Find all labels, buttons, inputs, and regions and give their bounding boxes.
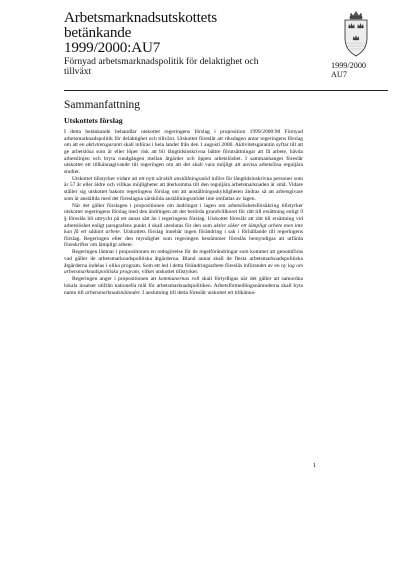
paragraph: I detta betänkande behandlar utskottet regeringens förslag i proposition 1999/2000:98 Förnyad arbetsmarknadspolitik för delaktighet och tillväxt. Utskottet föreslår att riksdagen antar regeringens förslag om att en aktivitetsgaranti skall införas i hela landet från den 1 augusti 2000. Aktivitetsgarantin syftar till att ge arbetslösa som är eller löper risk att bli långtidsinskrivna bättre förutsättningar att få arbete, hävda arbetslinjen och bryta rundgången mellan åtgärder och öppen arbetslöshet. I sammanhanget föreslår utskottet ett tillkännagivande till regeringen om att det skall vara möjligt att anvisa arbetslösa reguljära studier. [64,129,303,175]
three-crowns-crest-icon [341,10,371,58]
section-subheading: Utskottets förslag [64,116,123,125]
paragraph: När det gäller förslagen i propositionen om ändringar i lagen om arbetslöshetsförsäkring tillstyrker utskottet regeringens förslag med den ändringen att det berörda grundvillkoret för rätt till ersättning enligt 9 § föreslås bli uttryckt på ett annat sätt än i regeringens förslag. Utskottet föreslår att rätt till ersättning vid arbetslöshet enligt paragrafens punkt 4 skall uteslutas för den som aktivt söker ett lämpligt arbete men inte kan få ett sådant arbete. Utskottets förslag innebär ingen förändring i sak i förhållande till regeringens förslag. Regeringen eller den myndighet som regeringen bestämmer föreslås bemyndigas att utfärda föreskrifter om lämpligt arbete. [64,202,304,249]
section-title: Sammanfattning [64,99,141,111]
header-divider [64,90,388,91]
paragraph: Utskottet tillstyrker vidare att ett nytt särskilt anställningsstöd införs för långtidsinskrivna personer som är 57 år eller äldre och villkas möjligheter att återkomma till den reguljära arbetsmarknaden är små. Vidare ställer sig utskottet bakom regeringens förslag om att anställningsskyldigheten ändras så att arbetsgivare som är anställda med det föreslagna särskilda anställningsstödet inte omfattas av lagen. [64,175,304,202]
title-line-1: Arbetsmarknadsutskottets betänkande [64,9,217,41]
report-identifier [331,61,366,79]
page-number: 1 [313,462,317,469]
paragraph: Regeringen anger i propositionen att kommunernas roll skall förtydligas när det gäller att samordna lokala insatser utifrån nationella mål för arbetsmarknadspolitiken. Arbetsförmedlingsnämnderna skall byta namn till arbetsmarknadsnämnder. I anslutning till detta föreslår utskottet ett tillkänna- [64,276,303,296]
paragraph: Regeringen lämnar i propositionen en redogörelse för de regelförändringar som kommer att genomföras vad gäller de arbetsmarknadspolitiska åtgärderna. Bland annat skall de flesta arbetsmarknadspolitiska åtgärderna indelas i olika program. Som ett led i detta förändringsarbete föreslås införandet av en ny lag om arbetsmarknadspolitiska program, vilket utskottet tillstyrker. [64,249,303,276]
report-year: 1999/2000 [331,61,367,70]
document-subtitle: Förnyad arbetsmarknadspolitik för delaktighet och tillväxt [64,56,259,77]
document-title [64,10,264,55]
summary-body [64,129,303,297]
report-code: AU7 [331,70,347,79]
document-header [64,10,264,77]
title-line-2: 1999/2000:AU7 [64,39,161,56]
